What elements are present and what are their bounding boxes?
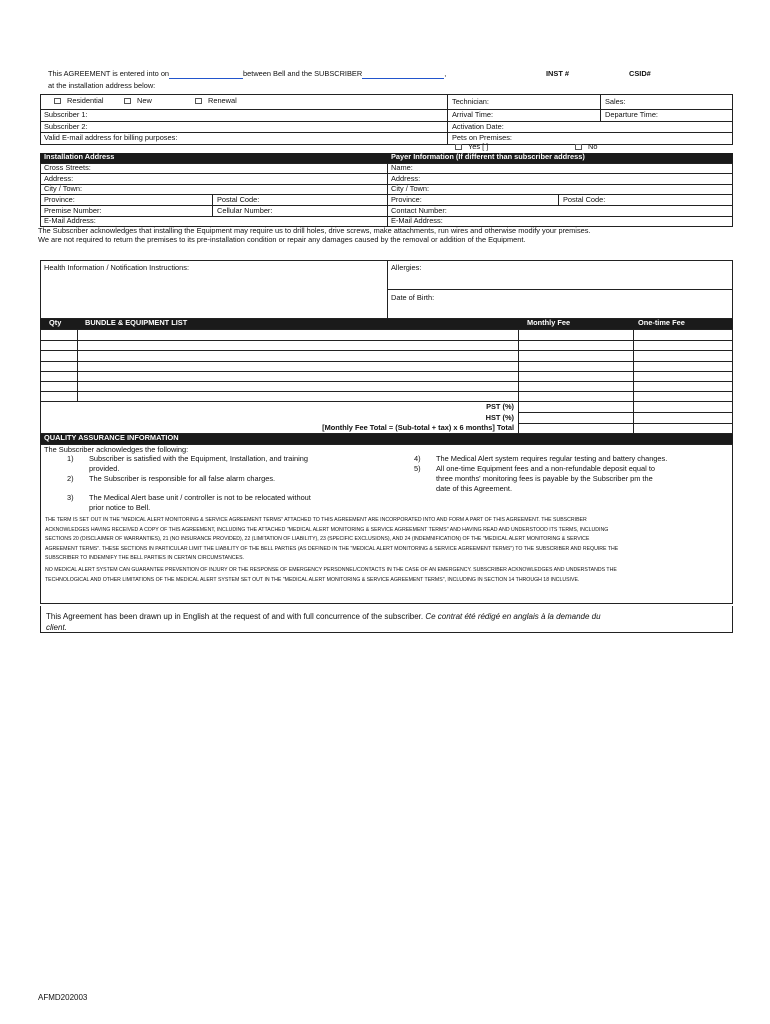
pets-no[interactable]	[575, 143, 597, 152]
monthly-total-label: [Monthly Fee Total = (Sub-total + tax) x 6 months] Total	[322, 423, 514, 432]
install-province-label: Province:	[44, 195, 75, 204]
pst-label: PST (%)	[486, 402, 514, 411]
pets-label: Pets on Premises:	[452, 133, 512, 142]
form-code: AFMD202003	[38, 993, 88, 1002]
terms-line: SECTIONS 20 (DISCLAIMER OF WARRANTIES), 21 (NO INSURANCE PROVIDED), 22 (LIMITATION OF LIABILITY), 23 (SPECIFIC EXCLUSIONS), AND 24 (INDEMNIFICATION) OF THE "MEDICAL ALERT MONITORING & SERVICE	[45, 536, 590, 542]
qa-item-text-2: prior notice to Bell.	[89, 503, 151, 512]
qa-item-num: 2)	[67, 474, 74, 483]
qa-item-1	[67, 454, 308, 473]
payer-address-label: Address:	[391, 174, 421, 183]
english-statement: This Agreement has been drawn up in English at the request of and with full concurrence of the subscriber.	[46, 612, 424, 621]
billing-email-label: Valid E-mail address for billing purposes:	[44, 133, 178, 142]
payer-name-label: Name:	[391, 163, 413, 172]
qa-item-text: Subscriber is satisfied with the Equipment, Installation, and training	[89, 454, 308, 463]
qa-item-3	[67, 493, 311, 512]
premise-number-label: Premise Number:	[44, 206, 102, 215]
csid-label: CSID#	[629, 69, 651, 78]
sales-label: Sales:	[605, 97, 626, 106]
type-label: Renewal	[208, 96, 237, 105]
payer-contact-label: Contact Number:	[391, 206, 447, 215]
qa-item-text-3: date of this Agreement.	[436, 484, 513, 493]
qty-header: Qty	[49, 318, 62, 327]
qa-item-num: 3)	[67, 493, 74, 502]
technician-label: Technician:	[452, 97, 489, 106]
qa-header: QUALITY ASSURANCE INFORMATION	[40, 434, 733, 444]
qa-item-text: The Subscriber is responsible for all false alarm charges.	[89, 474, 276, 483]
qa-item-2	[67, 474, 276, 484]
install-address-label: Address:	[44, 174, 74, 183]
checkbox-icon	[124, 98, 131, 104]
terms-line: SUBSCRIBER TO INDEMNIFY THE BELL PARTIES IN CERTAIN CIRCUMSTANCES.	[45, 555, 244, 561]
checkbox-icon	[575, 144, 582, 150]
equipment-list-header: BUNDLE & EQUIPMENT LIST	[85, 318, 188, 327]
departure-label: Departure Time:	[605, 110, 658, 119]
checkbox-icon	[455, 144, 462, 150]
payer-postal-label: Postal Code:	[563, 195, 606, 204]
installation-address-header: Installation Address	[40, 153, 387, 163]
inst-label: INST #	[546, 69, 569, 78]
intro-text-a: This AGREEMENT is entered into on	[48, 69, 170, 79]
pets-no-label: No	[588, 142, 598, 151]
qa-item-num: 4)	[414, 454, 421, 463]
terms-line: THE TERM IS SET OUT IN THE "MEDICAL ALERT MONITORING & SERVICE AGREEMENT TERMS" ATTACHED TO THIS AGREEMENT ARE INCORPORATED INTO AND FORM A PART OF THIS AGREEMENT. THE SUBSCRIBER	[45, 517, 587, 523]
pets-yes[interactable]	[455, 143, 488, 152]
type-label: New	[137, 96, 152, 105]
arrival-label: Arrival Time:	[452, 110, 494, 119]
onetime-fee-header: One-time Fee	[638, 318, 685, 327]
intro-line-2: at the installation address below:	[48, 81, 156, 90]
subscriber-1-label: Subscriber 1:	[44, 110, 88, 119]
payer-information-header: Payer Information (If different than subscriber address)	[387, 153, 733, 163]
limitations-line: NO MEDICAL ALERT SYSTEM CAN GUARANTEE PREVENTION OF INJURY OR THE RESPONSE OF EMERGENCY PERSONNEL/CONTACTS IN THE CASE OF AN EMERGENCY. SUBSCRIBER ACKNOWLEDGES AND UNDERSTANDS THE	[45, 567, 617, 573]
qa-item-4	[414, 454, 668, 464]
equipment-header	[40, 319, 733, 329]
language-line	[46, 612, 601, 622]
cross-streets-label: Cross Streets:	[44, 163, 91, 172]
payer-province-label: Province:	[391, 195, 422, 204]
qa-item-num: 1)	[67, 454, 74, 463]
type-residential[interactable]	[54, 97, 104, 106]
cellular-number-label: Cellular Number:	[217, 206, 273, 215]
limitations-line: TECHNOLOGICAL AND OTHER LIMITATIONS OF THE MEDICAL ALERT SYSTEM SET OUT IN THE "MEDICAL ALERT MONITORING & SERVICE AGREEMENT TERMS", INCLUDING IN SECTION 14 THROUGH 18 INCLUSIVE.	[45, 576, 580, 583]
install-postal-label: Postal Code:	[217, 195, 260, 204]
terms-paragraph	[45, 516, 729, 564]
payer-email-label: E-Mail Address:	[391, 216, 443, 225]
intro-text-b: between Bell and the SUBSCRIBER	[243, 69, 363, 79]
checkbox-icon	[195, 98, 202, 104]
qa-item-num: 5)	[414, 464, 421, 473]
subscriber-2-label: Subscriber 2:	[44, 122, 88, 131]
qa-item-text-2: provided.	[89, 464, 120, 473]
qa-intro: The Subscriber acknowledges the following:	[44, 445, 189, 454]
install-city-label: City / Town:	[44, 184, 83, 193]
type-renewal[interactable]	[195, 97, 237, 106]
terms-line: AGREEMENT TERMS". THESE SECTIONS IN PARTICULAR LIMIT THE LIABILITY OF THE BELL PARTIES (AS DEFINED IN THE "MEDICAL ALERT MONITORING & SERVICE AGREEMENT TERMS") TO THE SUBSCRIBER AND REQUIRE THE	[45, 545, 619, 552]
monthly-fee-header: Monthly Fee	[527, 318, 571, 327]
intro-line	[48, 70, 568, 79]
allergies-label: Allergies:	[391, 263, 422, 272]
activation-label: Activation Date:	[452, 122, 504, 131]
agreement-date-field[interactable]	[169, 70, 243, 79]
acknowledge-line-1: The Subscriber acknowledges that installing the Equipment may require us to drill holes, drive screws, make attachments, run wires and otherwise modify your premises.	[38, 226, 591, 235]
qa-item-text: The Medical Alert system requires regular testing and battery changes.	[436, 454, 668, 463]
install-email-label: E-Mail Address:	[44, 216, 96, 225]
limitations-paragraph	[45, 566, 729, 585]
type-label: Residential	[67, 96, 104, 105]
dob-label: Date of Birth:	[391, 293, 435, 302]
pets-yes-label: Yes [ ]	[468, 142, 489, 151]
hst-label: HST (%)	[485, 413, 514, 422]
payer-city-label: City / Town:	[391, 184, 430, 193]
qa-item-5	[414, 464, 655, 493]
intro-text-c: ,	[444, 69, 447, 79]
type-new[interactable]	[124, 97, 152, 106]
terms-line: ACKNOWLEDGES HAVING RECEIVED A COPY OF THIS AGREEMENT, INCLUDING THE ATTACHED "MEDICAL ALERT MONITORING & SERVICE AGREEMENT TERMS" AND HAVING READ AND UNDERSTOOD ITS TERMS, INCLUDING	[45, 526, 609, 533]
acknowledge-line-2: We are not required to return the premises to its pre-installation condition or repair any damages caused by the removal or addition of the Equipment.	[38, 235, 526, 244]
qa-item-text: The Medical Alert base unit / controller is not to be relocated without	[89, 493, 311, 502]
qa-item-text: All one-time Equipment fees and a non-refundable deposit equal to	[436, 464, 655, 473]
subscriber-name-field[interactable]	[362, 69, 447, 79]
french-statement: Ce contrat été rédigé en anglais à la demande du	[425, 612, 601, 621]
french-statement-2: client.	[46, 623, 67, 632]
health-notes-label: Health Information / Notification Instructions:	[44, 263, 190, 272]
qa-item-text-2: three months' monitoring fees is payable by the Subscriber pm the	[436, 474, 653, 483]
checkbox-icon	[54, 98, 61, 104]
